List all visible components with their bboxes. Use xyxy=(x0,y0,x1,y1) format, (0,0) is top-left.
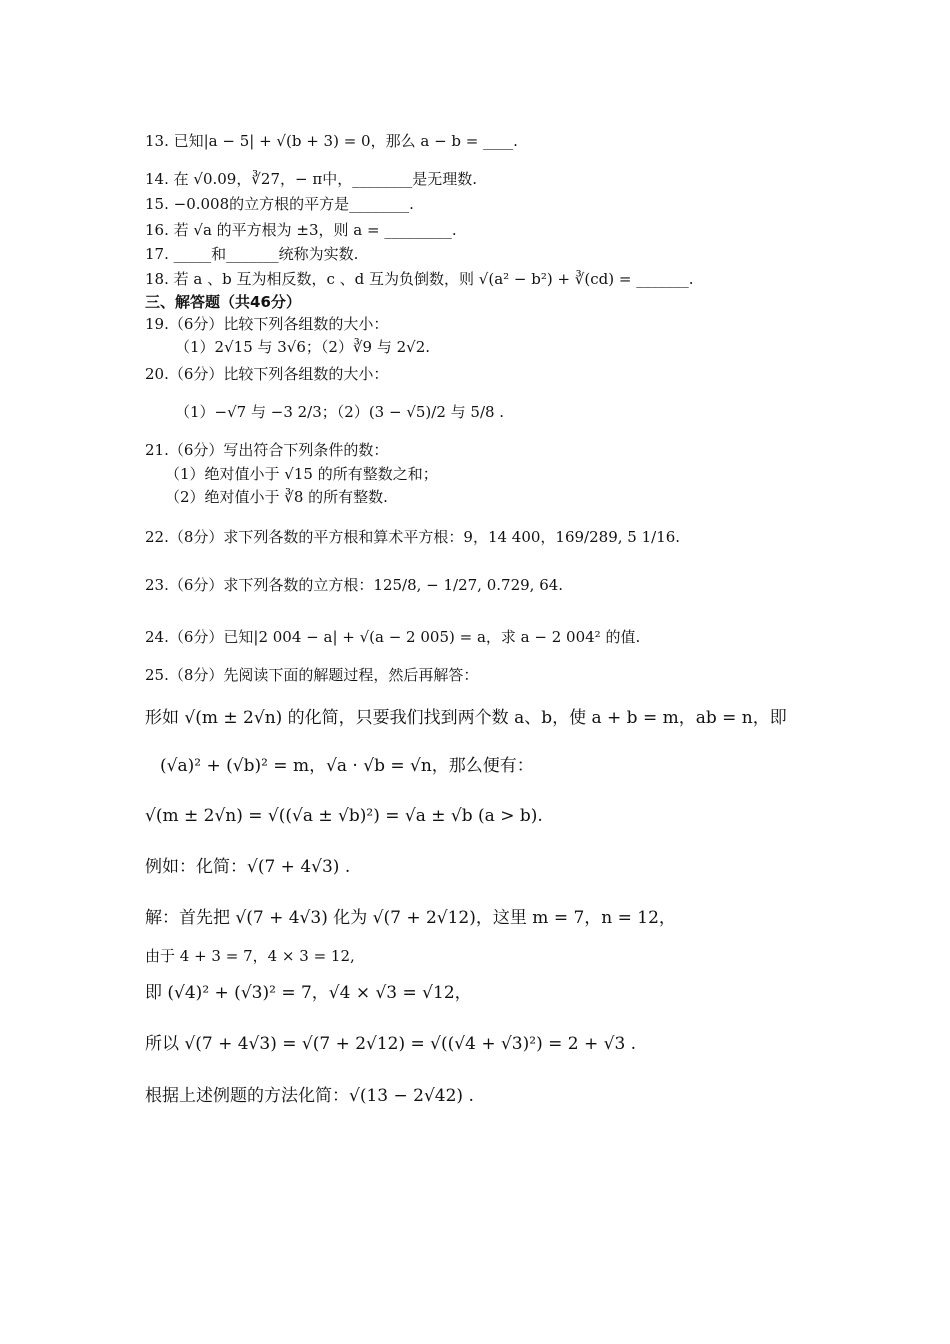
solution-step-3: 即 (√4)² + (√3)² = 7，√4 × √3 = √12， xyxy=(145,983,472,1003)
solution-step-1: 解：首先把 √(7 + 4√3) 化为 √(7 + 2√12)，这里 m = 7，n = 12， xyxy=(145,908,676,928)
solution-step-2: 由于 4 + 3 = 7，4 × 3 = 12, xyxy=(145,947,355,965)
solution-step-4: 所以 √(7 + 4√3) = √(7 + 2√12) = √((√4 + √3)²) = 2 + √3 . xyxy=(145,1034,637,1054)
problem-25-formula: √(m ± 2√n) = √((√a ± √b)²) = √a ± √b (a > b). xyxy=(145,806,543,826)
problem-14: 14. 在 √0.09，∛27，− π中，________是无理数. xyxy=(145,170,477,188)
problem-23: 23.（6分）求下列各数的立方根：125/8, − 1/27, 0.729, 64. xyxy=(145,576,564,594)
problem-21-part-2: （2）绝对值小于 ∛8 的所有整数. xyxy=(165,488,388,506)
problem-18: 18. 若 a 、b 互为相反数，c 、d 互为负倒数，则 √(a² − b²) + ∛(cd) = _______. xyxy=(145,270,694,288)
example-prompt: 例如：化简：√(7 + 4√3) . xyxy=(145,857,351,877)
problem-22: 22.（8分）求下列各数的平方根和算术平方根：9，14 400，169/289, 5 1/16. xyxy=(145,528,681,546)
problem-20-parts: （1）−√7 与 −3 2/3；（2）(3 − √5)/2 与 5/8 . xyxy=(175,403,505,421)
problem-20-stem: 20.（6分）比较下列各组数的大小： xyxy=(145,365,389,383)
problem-16: 16. 若 √a 的平方根为 ±3，则 a = _________. xyxy=(145,221,457,239)
section-heading: 三、解答题（共46分） xyxy=(145,293,301,311)
problem-25-condition: (√a)² + (√b)² = m，√a · √b = √n，那么便有： xyxy=(160,756,534,776)
final-task: 根据上述例题的方法化简：√(13 − 2√42) . xyxy=(145,1086,474,1106)
problem-19-stem: 19.（6分）比较下列各组数的大小： xyxy=(145,315,389,333)
problem-13: 13. 已知|a − 5| + √(b + 3) = 0，那么 a − b = ____. xyxy=(145,132,518,150)
problem-25-stem: 25.（8分）先阅读下面的解题过程，然后再解答： xyxy=(145,666,479,684)
problem-24: 24.（6分）已知|2 004 − a| + √(a − 2 005) = a，求 a − 2 004² 的值. xyxy=(145,628,641,646)
problem-21-stem: 21.（6分）写出符合下列条件的数： xyxy=(145,441,389,459)
problem-19-parts: （1）2√15 与 3√6；（2）∛9 与 2√2. xyxy=(175,338,431,356)
problem-15: 15. −0.008的立方根的平方是________. xyxy=(145,195,414,213)
problem-21-part-1: （1）绝对值小于 √15 的所有整数之和； xyxy=(165,465,438,483)
problem-17: 17. _____和_______统称为实数. xyxy=(145,245,359,263)
problem-25-definition: 形如 √(m ± 2√n) 的化简，只要我们找到两个数 a、b，使 a + b = m，ab = n，即 xyxy=(145,708,787,728)
